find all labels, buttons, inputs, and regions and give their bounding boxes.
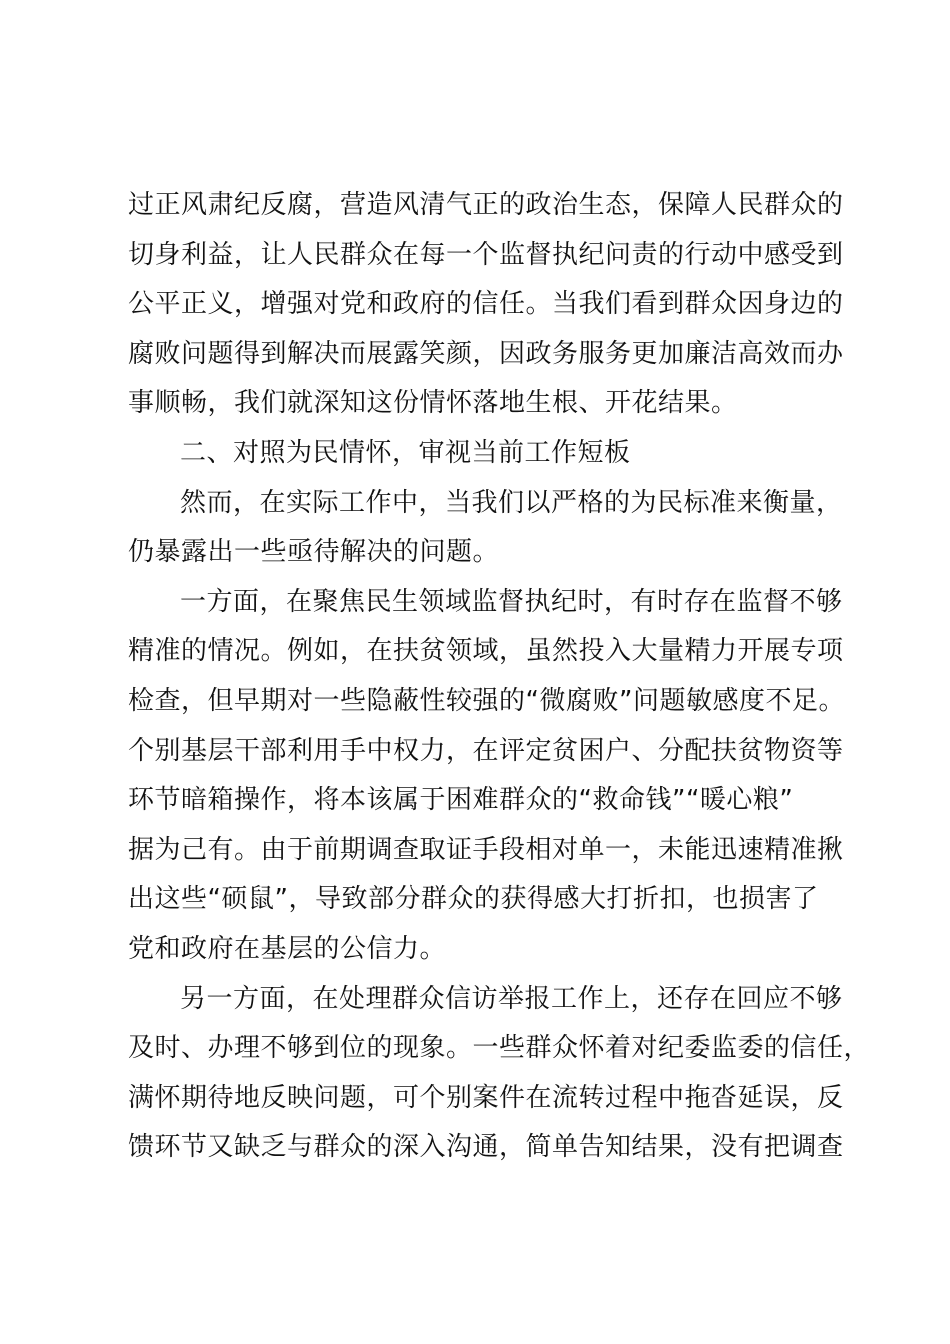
text-line: 出这些“硕鼠”，导致部分群众的获得感大打折扣，也损害了 bbox=[128, 884, 819, 915]
paragraph-2 bbox=[128, 479, 843, 578]
text-line: 仍暴露出一些亟待解决的问题。 bbox=[128, 537, 500, 568]
text-line: 精准的情况。例如，在扶贫领域，虽然投入大量精力开展专项 bbox=[128, 636, 844, 667]
text-line: 环节暗箱操作，将本该属于困难群众的“救命钱”“暖心粮” bbox=[128, 785, 794, 816]
text-line: 另一方面，在处理群众信访举报工作上，还存在回应不够 bbox=[180, 983, 843, 1014]
text-line: 事顺畅，我们就深知这份情怀落地生根、开花结果。 bbox=[128, 388, 738, 419]
text-line: 满怀期待地反映问题，可个别案件在流转过程中拖沓延误，反 bbox=[128, 1082, 844, 1113]
text-line: 腐败问题得到解决而展露笑颜，因政务服务更加廉洁高效而办 bbox=[128, 338, 844, 369]
paragraph-1 bbox=[128, 181, 844, 429]
text-line: 切身利益，让人民群众在每一个监督执纪问责的行动中感受到 bbox=[128, 239, 844, 270]
text-line: 一方面，在聚焦民生领域监督执纪时，有时存在监督不够 bbox=[180, 586, 843, 617]
text-line: 然而，在实际工作中，当我们以严格的为民标准来衡量， bbox=[180, 487, 843, 518]
text-line: 据为己有。由于前期调查取证手段相对单一，未能迅速精准揪 bbox=[128, 834, 844, 865]
section-heading: 二、对照为民情怀，审视当前工作短板 bbox=[180, 437, 631, 468]
text-line: 检查，但早期对一些隐蔽性较强的“微腐败”问题敏感度不足。 bbox=[128, 685, 845, 716]
text-line: 公平正义，增强对党和政府的信任。当我们看到群众因身边的 bbox=[128, 289, 844, 320]
text-line: 党和政府在基层的公信力。 bbox=[128, 933, 447, 964]
text-line: 过正风肃纪反腐，营造风清气正的政治生态，保障人民群众的 bbox=[128, 190, 844, 220]
document-body bbox=[128, 181, 871, 1173]
text-line: 个别基层干部利用手中权力，在评定贫困户、分配扶贫物资等 bbox=[128, 735, 844, 766]
paragraph-3 bbox=[128, 578, 845, 975]
text-line: 馈环节又缺乏与群众的深入沟通，简单告知结果，没有把调查 bbox=[128, 1132, 844, 1163]
paragraph-4 bbox=[128, 975, 871, 1173]
text-line: 及时、办理不够到位的现象。一些群众怀着对纪委监委的信任， bbox=[128, 1033, 871, 1064]
